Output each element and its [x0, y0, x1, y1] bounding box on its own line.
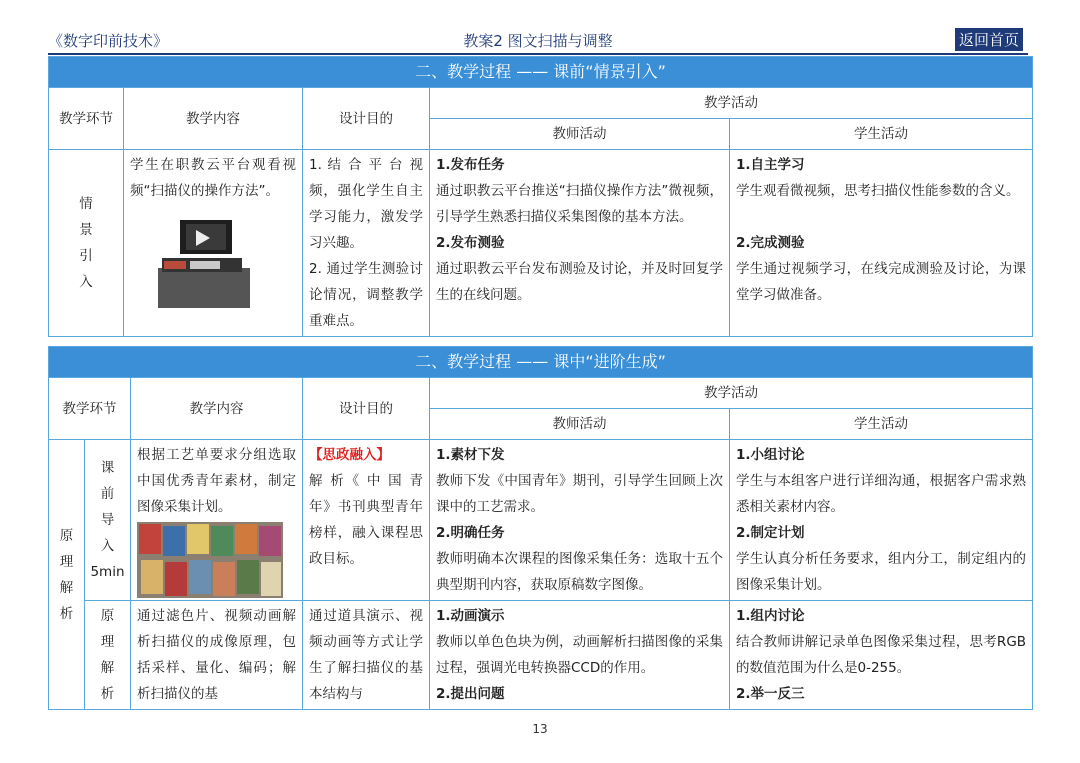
book-title: 《数字印前技术》: [48, 32, 169, 50]
content-cell: 学生在职教云平台观看视频“扫描仪的操作方法”。: [124, 150, 303, 337]
header-activity: 教学活动: [430, 88, 1033, 119]
page-number: 13: [532, 722, 548, 736]
scanner-image: [150, 210, 260, 310]
header-divider: [48, 53, 1028, 55]
in-class-band-title: 二、教学过程 —— 课中“进阶生成”: [49, 347, 1033, 378]
teacher-activity-cell: 1.动画演示 教师以单色色块为例，动画解析扫描图像的采集过程，强调光电转换器CCD的作用。 2.提出问题: [430, 601, 730, 710]
home-button[interactable]: 返回首页: [955, 28, 1023, 51]
phase-cell: 情景引入: [49, 150, 124, 337]
header-content: 教学内容: [131, 378, 303, 440]
student-activity-cell: 1.组内讨论 结合教师讲解记录单色图像采集过程，思考RGB的数值范围为什么是0-255。 2.举一反三: [730, 601, 1033, 710]
content-cell: 根据工艺单要求分组选取中国优秀青年素材，制定图像采集计划。: [131, 440, 303, 601]
in-class-table: [48, 346, 1033, 710]
header-phase: 教学环节: [49, 88, 124, 150]
purpose-cell: 1. 结 合 平 台 视频，强化学生自主学习能力，激发学习兴趣。 2. 通过学生测验讨论情况，调整教学重难点。: [303, 150, 430, 337]
student-activity-cell: 1.自主学习 学生观看微视频，思考扫描仪性能参数的含义。 2.完成测验 学生通过视频学习，在线完成测验及讨论，为课堂学习做准备。: [730, 150, 1033, 337]
header-content: 教学内容: [124, 88, 303, 150]
sub-phase-cell: 原理解析: [85, 601, 131, 710]
sub-phase-cell: 课前导入 5min: [85, 440, 131, 601]
header-purpose: 设计目的: [303, 378, 430, 440]
header-phase: 教学环节: [49, 378, 131, 440]
pre-class-table: [48, 56, 1033, 337]
purpose-cell: 通过道具演示、视频动画等方式让学生了解扫描仪的基本结构与: [303, 601, 430, 710]
student-activity-cell: 1.小组讨论 学生与本组客户进行详细沟通，根据客户需求熟悉相关素材内容。 2.制定计划 学生认真分析任务要求，组内分工，制定组内的图像采集计划。: [730, 440, 1033, 601]
magazines-image: [137, 522, 283, 598]
purpose-cell: 【思政融入】 解 析《 中 国 青年》书刊典型青年榜样，融入课程思政目标。: [303, 440, 430, 601]
header-student: 学生活动: [730, 119, 1033, 150]
phase-main-cell: 原理解析: [49, 440, 85, 710]
header-student: 学生活动: [730, 409, 1033, 440]
pre-class-band-title: 二、教学过程 —— 课前“情景引入”: [49, 57, 1033, 88]
lesson-title: 教案2 图文扫描与调整: [463, 32, 613, 50]
header-teacher: 教师活动: [430, 409, 730, 440]
header-purpose: 设计目的: [303, 88, 430, 150]
content-cell: 通过滤色片、视频动画解析扫描仪的成像原理，包括采样、量化、编码；解析扫描仪的基: [131, 601, 303, 710]
page-header: [48, 28, 1028, 52]
header-teacher: 教师活动: [430, 119, 730, 150]
teacher-activity-cell: 1.素材下发 教师下发《中国青年》期刊，引导学生回顾上次课中的工艺需求。 2.明确任务 教师明确本次课程的图像采集任务：选取十五个典型期刊内容，获取原稿数字图像。: [430, 440, 730, 601]
teacher-activity-cell: 1.发布任务 通过职教云平台推送“扫描仪操作方法”微视频，引导学生熟悉扫描仪采集图像的基本方法。 2.发布测验 通过职教云平台发布测验及讨论，并及时回复学生的在线问题。: [430, 150, 730, 337]
header-activity: 教学活动: [430, 378, 1033, 409]
